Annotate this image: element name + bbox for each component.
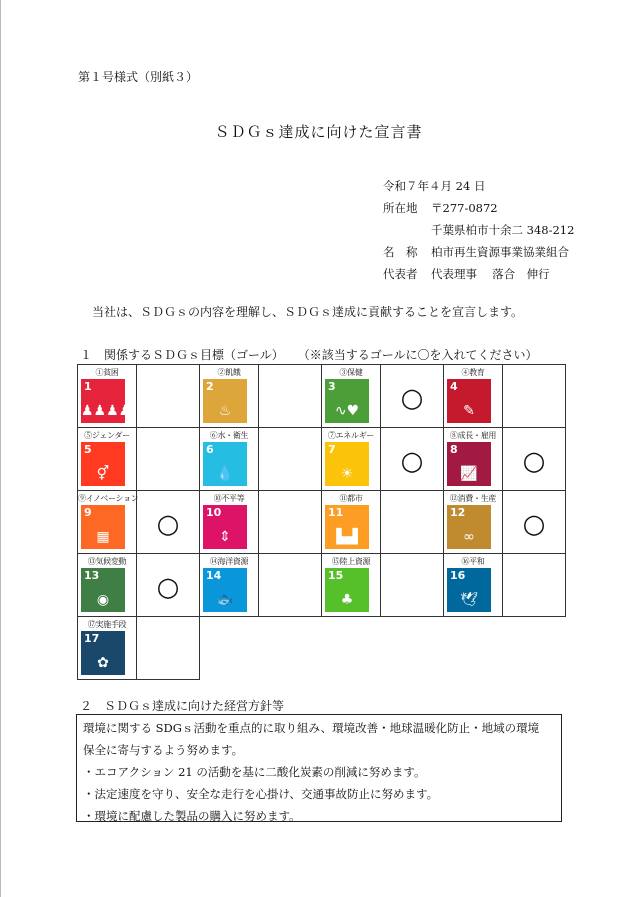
water-drop-icon — [203, 442, 247, 486]
empty-cell — [200, 617, 259, 680]
sdg-goal-number: 13 — [84, 569, 100, 582]
cubes-icon — [81, 505, 125, 549]
representative-name: 代表理事 落合 伸行 — [431, 267, 550, 281]
sdg-goal-number: 1 — [84, 380, 92, 393]
sdg-goal-symbol: ⇕ — [219, 529, 231, 545]
sdg-goal-cell — [78, 491, 137, 554]
heartbeat-icon — [325, 379, 369, 423]
sdg-check-cell[interactable] — [503, 554, 566, 617]
sdg-goal-label: ①貧困 — [95, 368, 119, 377]
sdg-row — [78, 491, 566, 554]
sdg-goal-label: ⑥水・衛生 — [209, 431, 249, 440]
postal-code: 〒277-0872 — [431, 201, 498, 215]
empty-cell — [322, 617, 381, 680]
sdg-goal-number: 6 — [206, 443, 214, 456]
sdg-row — [78, 554, 566, 617]
organization-name: 柏市再生資源事業協業組合 — [431, 245, 569, 259]
sdg-goal-symbol: ◉ — [96, 592, 110, 608]
sdg-check-cell[interactable] — [259, 428, 322, 491]
sdg-goal-cell — [322, 491, 381, 554]
sdg-goal-symbol: ♨ — [218, 403, 232, 419]
date-line: 令和７年４月 24 日 — [383, 179, 486, 193]
sdg-goal-symbol: ∿♥ — [334, 403, 360, 419]
sdg-goal-symbol: 📈 — [460, 466, 478, 482]
sdg-check-cell[interactable] — [137, 365, 200, 428]
sdg-goal-label: ⑯平和 — [461, 557, 485, 566]
sdg-goal-number: 3 — [328, 380, 336, 393]
sdg-check-cell[interactable] — [137, 428, 200, 491]
policy-line: 環境に関する SDGｓ活動を重点的に取り組み、環境改善・地球温暖化防止・地域の環境 — [83, 721, 540, 735]
sdg-goal-number: 9 — [84, 506, 92, 519]
empty-cell — [259, 617, 322, 680]
sdg-goal-label: ⑭海洋資源 — [209, 557, 249, 566]
sdg-goal-number: 10 — [206, 506, 222, 519]
sdg-goal-label: ③保健 — [339, 368, 363, 377]
family-icon — [81, 379, 132, 423]
sdg-goal-cell — [444, 365, 503, 428]
page-title: ＳＤＧｓ達成に向けた宣言書 — [214, 123, 423, 141]
sdg-goal-symbol: 💧 — [216, 466, 234, 482]
sdg-check-cell[interactable] — [381, 491, 444, 554]
partnership-icon — [81, 631, 125, 675]
sdg-goal-label: ②飢餓 — [217, 368, 241, 377]
policy-line: 保全に寄与するよう努めます。 — [83, 743, 244, 757]
infinity-icon — [447, 505, 491, 549]
sdg-goal-cell — [200, 428, 259, 491]
representative-line — [383, 263, 574, 285]
sdg-goal-label: ⑦エネルギー — [327, 431, 375, 440]
sdg-goal-cell — [444, 428, 503, 491]
sdg-goal-symbol: ☀ — [340, 466, 354, 482]
sdg-check-cell[interactable] — [137, 491, 200, 554]
sdg-goal-cell — [322, 554, 381, 617]
sdg-check-cell[interactable] — [137, 617, 200, 680]
sdg-goal-label: ⑤ジェンダー — [84, 431, 130, 440]
sdg-check-cell[interactable] — [381, 428, 444, 491]
form-number: 第１号様式（別紙３） — [78, 70, 199, 84]
section-1-note: （※該当するゴールに〇を入れてください） — [303, 348, 538, 362]
policy-line: ・法定速度を守り、安全な走行を心掛け、交通事故防止に努めます。 — [83, 787, 439, 801]
sdg-goal-symbol: ✿ — [97, 655, 109, 671]
sdg-goal-number: 11 — [328, 506, 344, 519]
policy-line: ・環境に配慮した製品の購入に努めます。 — [83, 809, 301, 823]
sdg-goal-label: ⑮陸上資源 — [331, 557, 371, 566]
circle-mark: ○ — [156, 572, 180, 603]
dove-icon — [447, 568, 491, 612]
sdg-check-cell[interactable] — [259, 365, 322, 428]
growth-chart-icon — [447, 442, 491, 486]
sdg-goal-number: 12 — [450, 506, 466, 519]
address-line — [383, 219, 574, 241]
address-label: 所在地 — [383, 201, 418, 215]
sdg-goal-label: ⑫消費・生産 — [449, 494, 497, 503]
sdg-goals-table — [77, 364, 566, 680]
declaration-text: 当社は、ＳＤＧｓの内容を理解し、ＳＤＧｓ達成に貢献することを宣言します。 — [92, 305, 524, 319]
sdg-check-cell[interactable] — [503, 365, 566, 428]
sdg-goal-cell — [322, 428, 381, 491]
book-icon — [447, 379, 491, 423]
sdg-goal-cell — [200, 491, 259, 554]
sdg-goal-cell — [78, 365, 137, 428]
sdg-goal-symbol: ▙▟ — [336, 529, 358, 545]
sdg-goal-cell — [200, 554, 259, 617]
section-1-title: １ 関係するＳＤＧｓ目標（ゴール） — [80, 348, 284, 362]
sdg-goal-number: 2 — [206, 380, 214, 393]
sdg-goal-symbol: ▦ — [96, 529, 110, 545]
sdg-goal-symbol: ∞ — [463, 529, 475, 545]
gender-icon — [81, 442, 125, 486]
sdg-goal-cell — [444, 491, 503, 554]
empty-cell — [444, 617, 503, 680]
sdg-goal-number: 17 — [84, 632, 100, 645]
sdg-goal-cell — [444, 554, 503, 617]
sdg-goal-cell — [322, 365, 381, 428]
tree-icon — [325, 568, 369, 612]
sdg-goal-cell — [78, 428, 137, 491]
sdg-goal-number: 14 — [206, 569, 222, 582]
name-line — [383, 241, 574, 263]
sdg-goal-cell — [78, 617, 137, 680]
circle-mark: ○ — [156, 509, 180, 540]
sdg-check-cell[interactable] — [259, 491, 322, 554]
representative-label: 代表者 — [383, 267, 418, 281]
section-2-heading: ２ ＳＤＧｓ達成に向けた経営方針等 — [80, 699, 285, 713]
sdg-row — [78, 428, 566, 491]
sdg-goal-symbol: 🐟 — [216, 592, 234, 608]
sdg-goal-cell — [200, 365, 259, 428]
sdg-goal-cell — [78, 554, 137, 617]
eye-globe-icon — [81, 568, 125, 612]
sdg-check-cell[interactable] — [381, 554, 444, 617]
circle-mark: ○ — [400, 446, 424, 477]
sdg-check-cell[interactable] — [503, 491, 566, 554]
circle-mark: ○ — [522, 509, 546, 540]
sun-icon — [325, 442, 369, 486]
empty-cell — [381, 617, 444, 680]
name-label: 名 称 — [383, 245, 418, 259]
sdg-goal-symbol: ⚥ — [96, 466, 110, 482]
section-1-heading — [80, 346, 538, 363]
address-postal-line — [383, 197, 574, 219]
fish-icon — [203, 568, 247, 612]
sdg-goal-label: ⑩不平等 — [213, 494, 245, 503]
sdg-check-cell[interactable] — [259, 554, 322, 617]
sdg-goal-symbol: ♟♟♟♟ — [81, 403, 132, 419]
sdg-goal-symbol: 🕊 — [460, 592, 478, 608]
sdg-goal-number: 4 — [450, 380, 458, 393]
equality-icon — [203, 505, 247, 549]
bowl-icon — [203, 379, 247, 423]
sdg-goal-number: 5 — [84, 443, 92, 456]
sdg-goal-label: ⑰実施手段 — [87, 620, 127, 629]
sdg-check-cell[interactable] — [381, 365, 444, 428]
address-value: 千葉県柏市十余二 348-212 — [431, 223, 575, 237]
empty-cell — [503, 617, 566, 680]
sdg-goal-number: 7 — [328, 443, 336, 456]
declarant-info — [383, 175, 574, 285]
sdg-goal-symbol: ♣ — [340, 592, 354, 608]
sdg-row — [78, 365, 566, 428]
sdg-goal-number: 8 — [450, 443, 458, 456]
policy-box — [76, 714, 562, 822]
policy-line: ・エコアクション 21 の活動を基に二酸化炭素の削減に努めます。 — [83, 765, 426, 779]
circle-mark: ○ — [522, 446, 546, 477]
sdg-goal-label: ⑧成長・雇用 — [449, 431, 497, 440]
sdg-goal-label: ⑪都市 — [339, 494, 363, 503]
sdg-goal-number: 15 — [328, 569, 344, 582]
city-icon — [325, 505, 369, 549]
sdg-check-cell[interactable] — [503, 428, 566, 491]
sdg-goal-number: 16 — [450, 569, 466, 582]
sdg-goal-symbol: ✎ — [463, 403, 475, 419]
sdg-goal-label: ⑨イノベーション — [78, 494, 139, 503]
circle-mark: ○ — [400, 383, 424, 414]
sdg-goal-label: ⑬気候変動 — [87, 557, 127, 566]
sdg-check-cell[interactable] — [137, 554, 200, 617]
sdg-row — [78, 617, 566, 680]
sdg-goal-label: ④教育 — [461, 368, 485, 377]
